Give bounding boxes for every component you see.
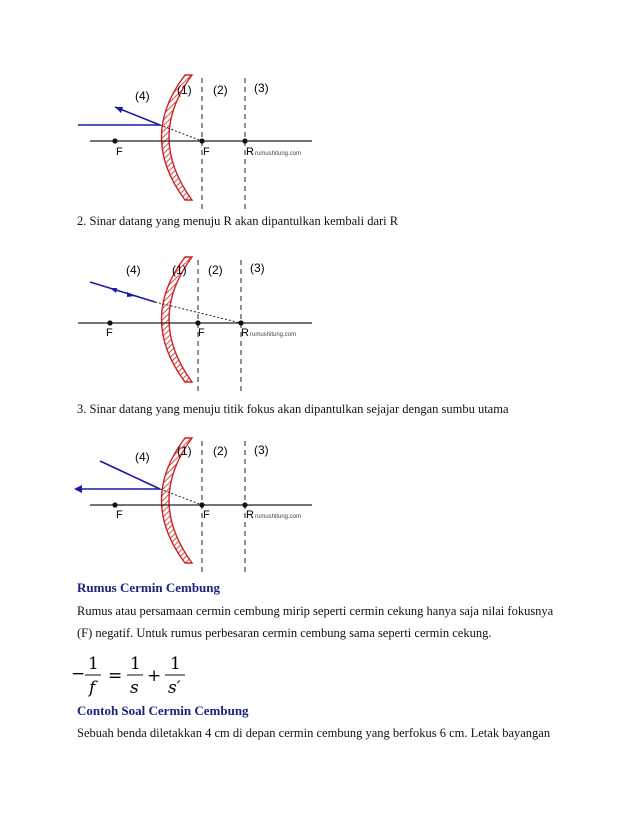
formula-plus: + bbox=[147, 666, 162, 686]
formula-numerator-2: 1 bbox=[130, 654, 141, 674]
label-4: (4) bbox=[135, 450, 150, 464]
heading-rumus-cermin-cembung: Rumus Cermin Cembung bbox=[77, 580, 221, 595]
label-2: (2) bbox=[208, 263, 223, 277]
label-1: (1) bbox=[177, 83, 192, 97]
label-3: (3) bbox=[254, 443, 269, 457]
focus-left-dot bbox=[107, 320, 112, 325]
radius-dot bbox=[242, 138, 247, 143]
radius-dot bbox=[242, 502, 247, 507]
label-f-right: F bbox=[203, 146, 210, 158]
reflected-ray-arrowhead bbox=[74, 485, 82, 493]
label-f-left: F bbox=[116, 509, 123, 521]
label-f-left: F bbox=[106, 327, 113, 339]
formula-equals: = bbox=[108, 666, 123, 686]
formula-numerator-3: 1 bbox=[170, 654, 181, 674]
paragraph-rumus-line-1: Rumus atau persamaan cermin cembung mirip seperti cermin cekung hanya saja nilai fokusnya bbox=[77, 604, 554, 618]
label-4: (4) bbox=[126, 263, 141, 277]
label-f-left: F bbox=[116, 146, 123, 158]
label-r: R bbox=[246, 146, 254, 158]
focus-right-dot bbox=[195, 320, 200, 325]
formula-denominator-f: f bbox=[89, 678, 96, 698]
incident-ray bbox=[100, 461, 160, 489]
watermark: rumushitung.com bbox=[250, 332, 297, 338]
incident-ray bbox=[90, 282, 155, 302]
reflected-ray-arrowhead bbox=[110, 288, 117, 293]
ray-diagram-1 bbox=[60, 70, 330, 230]
formula-numerator-1: 1 bbox=[88, 654, 99, 674]
caption-item-3: 3. Sinar datang yang menuju titik fokus akan dipantulkan sejajar dengan sumbu utama bbox=[77, 402, 509, 416]
label-r: R bbox=[241, 327, 249, 339]
focus-right-dot bbox=[199, 502, 204, 507]
label-2: (2) bbox=[213, 444, 228, 458]
focus-left-dot bbox=[112, 138, 117, 143]
focus-left-dot bbox=[112, 502, 117, 507]
label-r: R bbox=[246, 509, 254, 521]
label-1: (1) bbox=[177, 444, 192, 458]
watermark: rumushitung.com bbox=[255, 151, 302, 157]
ray-diagram-2 bbox=[60, 252, 330, 412]
radius-dot bbox=[238, 320, 243, 325]
paragraph-rumus-line-2: (F) negatif. Untuk rumus perbesaran cermin cembung sama seperti cermin cekung. bbox=[77, 626, 492, 640]
label-f-right: F bbox=[198, 327, 205, 339]
formula-denominator-s: s bbox=[130, 678, 139, 698]
label-2: (2) bbox=[213, 83, 228, 97]
focus-right-dot bbox=[199, 138, 204, 143]
mirror-formula bbox=[71, 653, 191, 697]
watermark: rumushitung.com bbox=[255, 514, 302, 520]
label-1: (1) bbox=[172, 263, 187, 277]
label-f-right: F bbox=[203, 509, 210, 521]
formula-minus: − bbox=[71, 664, 86, 684]
paragraph-contoh-line-1: Sebuah benda diletakkan 4 cm di depan cermin cembung yang berfokus 6 cm. Letak bayangan bbox=[77, 726, 551, 740]
reflected-ray-arrowhead bbox=[115, 107, 123, 113]
heading-contoh-soal: Contoh Soal Cermin Cembung bbox=[77, 703, 249, 718]
caption-item-2: 2. Sinar datang yang menuju R akan dipantulkan kembali dari R bbox=[77, 214, 399, 228]
label-3: (3) bbox=[254, 81, 269, 95]
ray-diagram-3 bbox=[60, 433, 330, 593]
label-3: (3) bbox=[250, 261, 265, 275]
label-4: (4) bbox=[135, 89, 150, 103]
formula-denominator-s-prime: s′ bbox=[168, 678, 181, 698]
